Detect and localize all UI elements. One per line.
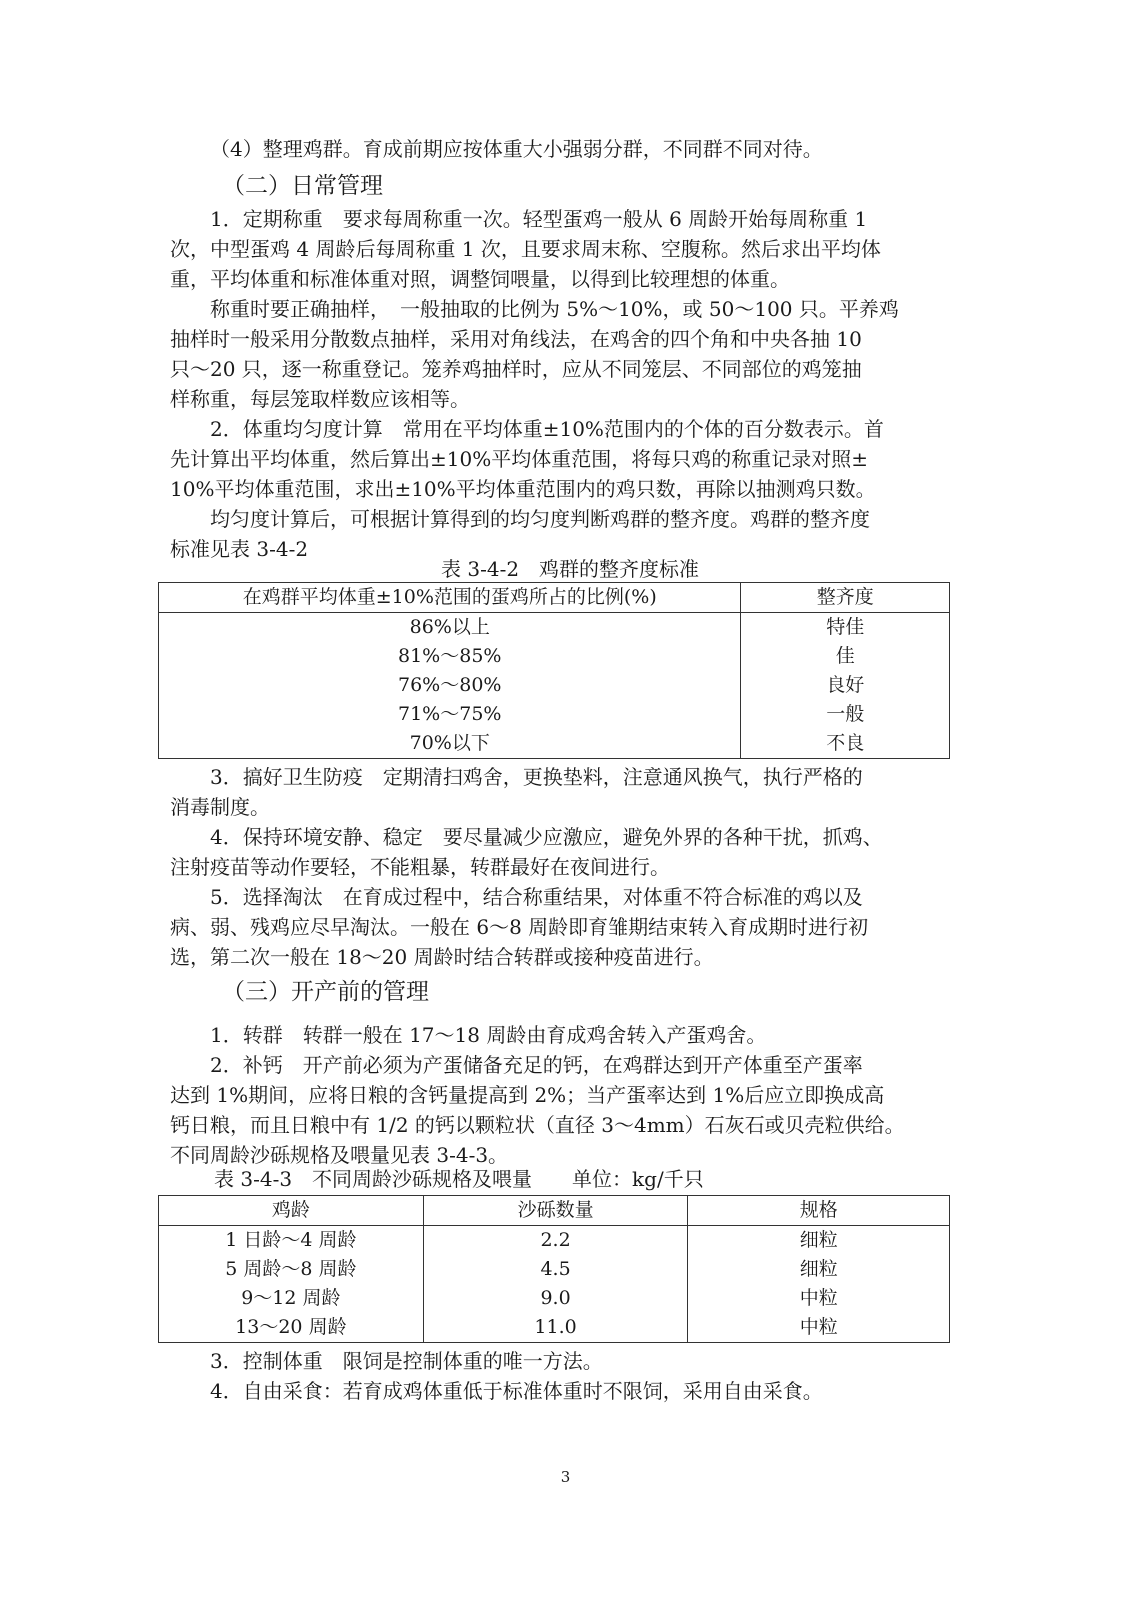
table-cell: 70%以下 — [159, 729, 741, 759]
table-row — [159, 671, 950, 700]
paragraph-uniformity-line: 先计算出平均体重，然后算出±10%平均体重范围，将每只鸡的称重记录对照± — [170, 447, 868, 471]
table-header-cell: 整齐度 — [741, 583, 950, 613]
table-cell: 71%～75% — [159, 700, 741, 729]
paragraph-culling-line: 选，第二次一般在 18～20 周龄时结合转群或接种疫苗进行。 — [170, 945, 714, 969]
table-header-row — [159, 583, 950, 613]
section-heading-daily-management: （二）日常管理 — [222, 173, 383, 199]
table-cell: 不良 — [741, 729, 950, 759]
table-header-cell: 规格 — [688, 1196, 950, 1226]
table-cell: 良好 — [741, 671, 950, 700]
table-row — [159, 613, 950, 643]
table-cell: 11.0 — [423, 1313, 688, 1343]
paragraph-weighing-line: 重，平均体重和标准体重对照，调整饲喂量，以得到比较理想的体重。 — [170, 267, 790, 291]
grit-spec-table — [158, 1195, 950, 1343]
paragraph-weight-control: 3．控制体重 限饲是控制体重的唯一方法。 — [210, 1349, 603, 1373]
paragraph-uniformity-judge-line: 均匀度计算后，可根据计算得到的均匀度判断鸡群的整齐度。鸡群的整齐度 — [210, 507, 870, 531]
paragraph-sampling-line: 只～20 只，逐一称重登记。笼养鸡抽样时，应从不同笼层、不同部位的鸡笼抽 — [170, 357, 862, 381]
table-caption: 表 3-4-2 鸡群的整齐度标准 — [441, 557, 700, 581]
paragraph-hygiene-line: 消毒制度。 — [170, 795, 270, 819]
paragraph-uniformity-judge-line: 标准见表 3-4-2 — [170, 537, 309, 561]
paragraph-calcium-line: 钙日粮，而且日粮中有 1/2 的钙以颗粒状（直径 3～4mm）石灰石或贝壳粒供给。 — [170, 1113, 905, 1137]
section-heading-prelay-management: （三）开产前的管理 — [222, 979, 429, 1005]
paragraph-sampling-line: 样称重，每层笼取样数应该相等。 — [170, 387, 470, 411]
table-cell: 特佳 — [741, 613, 950, 643]
table-cell: 2.2 — [423, 1226, 688, 1256]
table-cell: 9.0 — [423, 1284, 688, 1313]
table-header-cell: 鸡龄 — [159, 1196, 424, 1226]
paragraph-flock-sorting: （4）整理鸡群。育成前期应按体重大小强弱分群，不同群不同对待。 — [210, 137, 823, 161]
table-cell: 76%～80% — [159, 671, 741, 700]
table-row — [159, 642, 950, 671]
page-number: 3 — [560, 1468, 571, 1486]
paragraph-weighing-line: 1．定期称重 要求每周称重一次。轻型蛋鸡一般从 6 周龄开始每周称重 1 — [210, 207, 868, 231]
table-cell: 4.5 — [423, 1255, 688, 1284]
paragraph-uniformity-line: 10%平均体重范围，求出±10%平均体重范围内的鸡只数，再除以抽测鸡只数。 — [170, 477, 876, 501]
table-row — [159, 1255, 950, 1284]
paragraph-sampling-line: 称重时要正确抽样， 一般抽取的比例为 5%～10%，或 50～100 只。平养鸡 — [210, 297, 899, 321]
table-cell: 细粒 — [688, 1255, 950, 1284]
table-cell: 佳 — [741, 642, 950, 671]
paragraph-uniformity-line: 2．体重均匀度计算 常用在平均体重±10%范围内的个体的百分数表示。首 — [210, 417, 884, 441]
table-header-cell: 沙砾数量 — [423, 1196, 688, 1226]
paragraph-environment-line: 注射疫苗等动作要轻，不能粗暴，转群最好在夜间进行。 — [170, 855, 670, 879]
table-row — [159, 700, 950, 729]
table-cell: 5 周龄～8 周龄 — [159, 1255, 424, 1284]
paragraph-calcium-line: 达到 1%期间，应将日粮的含钙量提高到 2%；当产蛋率达到 1%后应立即换成高 — [170, 1083, 885, 1107]
paragraph-calcium-line: 2．补钙 开产前必须为产蛋储备充足的钙，在鸡群达到开产体重至产蛋率 — [210, 1053, 863, 1077]
table-row — [159, 1284, 950, 1313]
paragraph-culling-line: 病、弱、残鸡应尽早淘汰。一般在 6～8 周龄即育雏期结束转入育成期时进行初 — [170, 915, 869, 939]
table-row — [159, 1226, 950, 1256]
table-cell: 1 日龄～4 周龄 — [159, 1226, 424, 1256]
table-cell: 中粒 — [688, 1313, 950, 1343]
table-cell: 86%以上 — [159, 613, 741, 643]
paragraph-hygiene-line: 3．搞好卫生防疫 定期清扫鸡舍，更换垫料，注意通风换气，执行严格的 — [210, 765, 863, 789]
table-caption: 表 3-4-3 不同周龄沙砾规格及喂量 单位：kg/千只 — [214, 1167, 704, 1191]
paragraph-weighing-line: 次，中型蛋鸡 4 周龄后每周称重 1 次，且要求周末称、空腹称。然后求出平均体 — [170, 237, 881, 261]
table-cell: 一般 — [741, 700, 950, 729]
table-cell: 9～12 周龄 — [159, 1284, 424, 1313]
paragraph-culling-line: 5．选择淘汰 在育成过程中，结合称重结果，对体重不符合标准的鸡以及 — [210, 885, 863, 909]
paragraph-free-feeding: 4．自由采食：若育成鸡体重低于标准体重时不限饲，采用自由采食。 — [210, 1379, 823, 1403]
table-header-cell: 在鸡群平均体重±10%范围的蛋鸡所占的比例(%) — [159, 583, 741, 613]
paragraph-environment-line: 4．保持环境安静、稳定 要尽量减少应激应，避免外界的各种干扰，抓鸡、 — [210, 825, 883, 849]
paragraph-sampling-line: 抽样时一般采用分散数点抽样，采用对角线法，在鸡舍的四个角和中央各抽 10 — [170, 327, 862, 351]
table-cell: 细粒 — [688, 1226, 950, 1256]
table-row — [159, 729, 950, 759]
paragraph-transfer: 1．转群 转群一般在 17～18 周龄由育成鸡舍转入产蛋鸡舍。 — [210, 1023, 767, 1047]
uniformity-standard-table — [158, 582, 950, 759]
table-cell: 81%～85% — [159, 642, 741, 671]
table-cell: 13～20 周龄 — [159, 1313, 424, 1343]
table-row — [159, 1313, 950, 1343]
paragraph-calcium-line: 不同周龄沙砾规格及喂量见表 3-4-3。 — [170, 1143, 509, 1167]
table-header-row — [159, 1196, 950, 1226]
table-cell: 中粒 — [688, 1284, 950, 1313]
